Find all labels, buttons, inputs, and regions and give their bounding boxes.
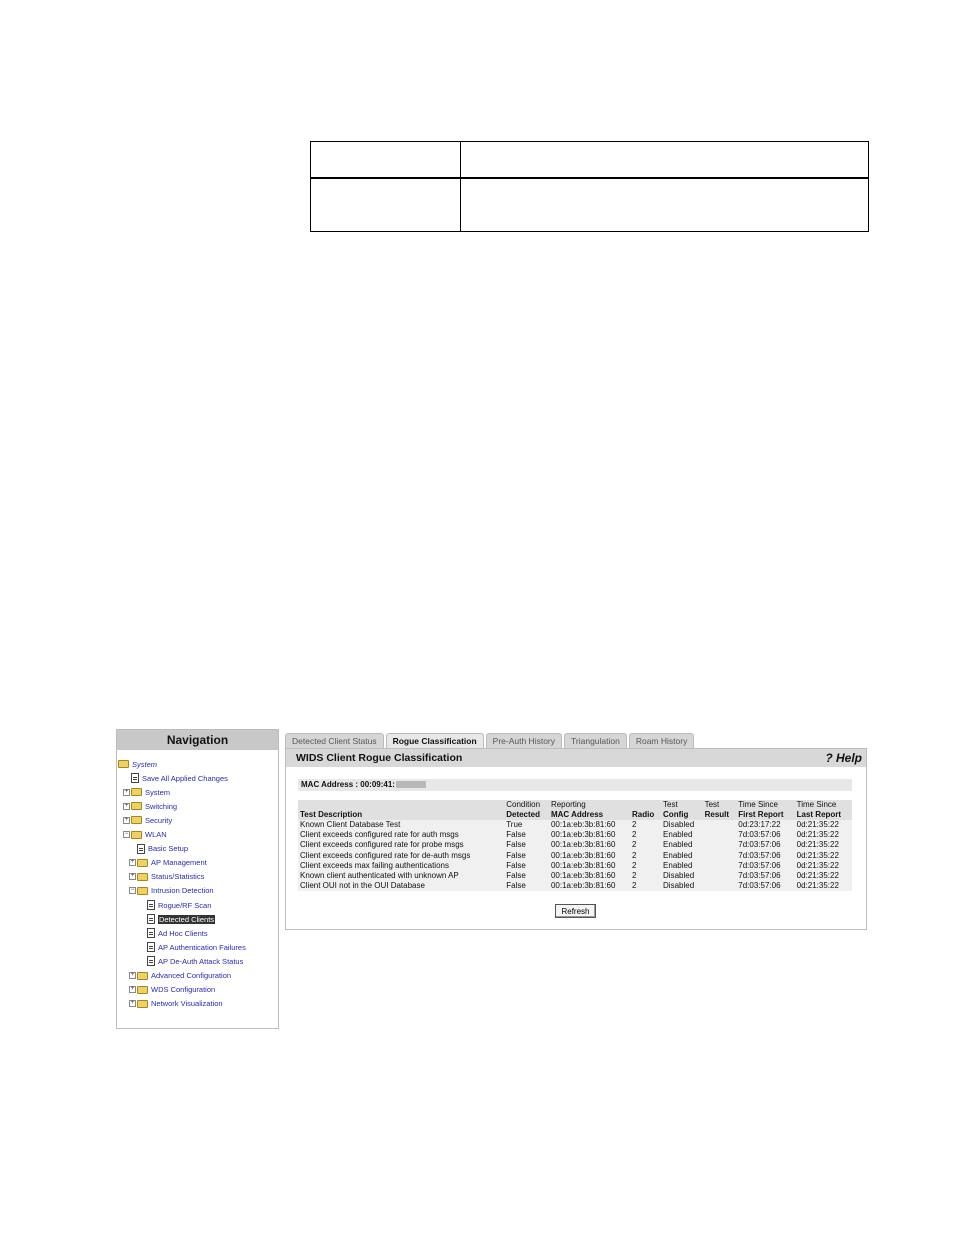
navigation-panel (116, 729, 279, 1029)
table-cell: 0d:21:35:22 (795, 840, 852, 850)
collapse-icon[interactable]: − (124, 831, 129, 837)
table-cell (703, 830, 737, 840)
table-row (311, 178, 869, 232)
refresh-button[interactable]: Refresh (555, 904, 596, 918)
table-cell: 0d:21:35:22 (795, 820, 852, 830)
column-header-bottom: Last Report (796, 810, 842, 819)
expand-icon[interactable]: + (124, 802, 129, 809)
tab-roam-history[interactable]: Roam History (629, 733, 694, 748)
folder-open-icon (131, 831, 142, 839)
tab-bar (285, 733, 696, 748)
table-header-row (298, 800, 852, 820)
table-cell: False (504, 851, 549, 861)
table-cell: Client exceeds max failing authentications (298, 861, 504, 871)
table-cell: 7d:03:57:06 (736, 851, 794, 861)
table-cell: Client exceeds configured rate for de-auth msgs (298, 851, 504, 861)
tab-pre-auth-history[interactable]: Pre-Auth History (486, 733, 562, 748)
table-cell: 0d:21:35:22 (795, 830, 852, 840)
column-header (504, 800, 549, 820)
table-cell: Enabled (661, 840, 703, 850)
nav-item-wds-configuration[interactable] (129, 983, 215, 997)
nav-item-label: Advanced Configuration (151, 971, 232, 980)
nav-item-detected-clients[interactable] (147, 912, 215, 926)
help-link[interactable]: ? Help (825, 751, 862, 765)
nav-item-label: AP Management (151, 858, 207, 868)
expand-icon[interactable]: + (130, 859, 135, 866)
table-row (298, 851, 852, 861)
page-icon (147, 900, 155, 910)
table-cell: 0d:23:17:22 (736, 820, 794, 830)
table-row (298, 861, 852, 871)
table-cell: 00:1a:eb:3b:81:60 (549, 861, 630, 871)
table-cell: False (504, 881, 549, 891)
column-header (549, 800, 630, 820)
table-cell: 00:1a:eb:3b:81:60 (549, 881, 630, 891)
classification-table (298, 800, 852, 891)
nav-item-label: Security (145, 815, 173, 825)
table-cell: False (504, 871, 549, 881)
nav-item-system[interactable] (118, 757, 157, 771)
table-cell: 00:1a:eb:3b:81:60 (549, 840, 630, 850)
table-cell (703, 881, 737, 891)
table-cell: 00:1a:eb:3b:81:60 (549, 830, 630, 840)
table-cell: 0d:21:35:22 (795, 871, 852, 881)
column-header-top (300, 800, 502, 810)
column-header (630, 800, 661, 820)
table-cell (703, 871, 737, 881)
panel-title-bar (286, 749, 866, 767)
column-header-top: Time Since (796, 800, 837, 809)
table-cell: 7d:03:57:06 (736, 830, 794, 840)
page-icon (137, 844, 145, 854)
folder-icon (137, 972, 148, 980)
nav-item-save-all-applied-changes[interactable] (131, 771, 228, 785)
table-cell: Known client authenticated with unknown AP (298, 871, 504, 881)
nav-item-label: AP Authentication Failures (158, 942, 246, 952)
folder-icon (131, 816, 142, 824)
table-cell: Client exceeds configured rate for probe msgs (298, 840, 504, 850)
table-row (298, 840, 852, 850)
table-cell: Disabled (661, 820, 703, 830)
panel-title: WIDS Client Rogue Classification (296, 752, 463, 764)
table-cell: 7d:03:57:06 (736, 840, 794, 850)
table-cell: 00:1a:eb:3b:81:60 (549, 851, 630, 861)
column-header-bottom: Radio (632, 810, 655, 819)
table-row (298, 830, 852, 840)
tab-rogue-classification[interactable]: Rogue Classification (386, 733, 484, 748)
table-cell: 7d:03:57:06 (736, 881, 794, 891)
table-cell: 7d:03:57:06 (736, 861, 794, 871)
nav-item-wlan[interactable] (123, 828, 167, 842)
column-header-bottom: Detected (506, 810, 541, 819)
table-cell: Client exceeds configured rate for auth msgs (298, 830, 504, 840)
table-cell: 2 (630, 851, 661, 861)
folder-icon (131, 788, 142, 796)
nav-item-ap-authentication-failures[interactable] (147, 940, 246, 954)
mac-address-value: 00:09:41: (360, 780, 395, 789)
column-header-top (632, 800, 659, 810)
nav-item-label: AP De-Auth Attack Status (158, 956, 244, 966)
table-cell: 2 (630, 840, 661, 850)
mac-address-bar (298, 779, 852, 791)
nav-item-rogue-rf-scan[interactable] (147, 898, 211, 912)
column-header-bottom: Result (704, 810, 730, 819)
table-cell: 00:1a:eb:3b:81:60 (549, 871, 630, 881)
folder-icon (137, 859, 148, 867)
empty-reference-table (310, 141, 869, 232)
page-icon (147, 914, 155, 924)
column-header-bottom: Config (663, 810, 689, 819)
column-header-bottom: First Report (738, 810, 784, 819)
table-cell: Enabled (661, 851, 703, 861)
column-header-bottom: Test Description (300, 810, 363, 819)
folder-icon (137, 1000, 148, 1008)
nav-item-ap-de-auth-attack-status[interactable] (147, 954, 243, 968)
column-header (661, 800, 703, 820)
table-row (298, 881, 852, 891)
column-header (298, 800, 504, 820)
nav-item-label: WDS Configuration (151, 985, 216, 995)
mac-address-label: MAC Address : (301, 780, 359, 789)
nav-item-label: System (145, 787, 171, 797)
table-cell (311, 142, 461, 178)
nav-item-label: System (132, 759, 158, 769)
table-cell: Disabled (661, 881, 703, 891)
nav-item-label: Switching (145, 801, 178, 811)
folder-icon (137, 986, 148, 994)
nav-item-security[interactable] (123, 813, 172, 827)
nav-item-label: WLAN (145, 830, 167, 839)
table-cell (703, 820, 737, 830)
expand-icon[interactable]: + (130, 1000, 135, 1007)
page-icon (147, 956, 155, 966)
rogue-classification-panel (285, 748, 867, 930)
column-header-top: Condition (506, 800, 541, 809)
expand-icon[interactable]: + (130, 986, 135, 993)
table-cell: 7d:03:57:06 (736, 871, 794, 881)
table-row (311, 142, 869, 178)
navigation-title: Navigation (117, 730, 278, 750)
nav-item-label: Network Visualization (151, 999, 223, 1009)
column-header-bottom: MAC Address (550, 810, 604, 819)
nav-item-label: Rogue/RF Scan (158, 900, 212, 910)
table-cell (703, 840, 737, 850)
expand-icon[interactable]: + (124, 788, 129, 795)
nav-item-intrusion-detection[interactable] (129, 884, 214, 898)
expand-icon[interactable]: + (130, 972, 135, 978)
nav-item-ad-hoc-clients[interactable] (147, 926, 208, 940)
table-cell: False (504, 830, 549, 840)
nav-item-status-statistics[interactable] (129, 870, 204, 884)
tab-triangulation[interactable]: Triangulation (564, 733, 627, 748)
table-cell: 0d:21:35:22 (795, 881, 852, 891)
folder-open-icon (118, 760, 129, 768)
column-header-top: Test (663, 800, 678, 809)
expand-icon[interactable]: + (130, 873, 135, 880)
nav-item-switching[interactable] (123, 799, 177, 813)
table-cell: 2 (630, 830, 661, 840)
nav-item-basic-setup[interactable] (137, 842, 188, 856)
page-icon (147, 928, 155, 938)
table-cell (311, 178, 461, 232)
nav-item-network-visualization[interactable] (129, 997, 223, 1011)
column-header-top: Reporting (550, 800, 586, 809)
nav-item-label: Status/Statistics (151, 872, 205, 882)
expand-icon[interactable]: + (124, 816, 129, 823)
folder-open-icon (137, 887, 148, 895)
table-cell: Enabled (661, 861, 703, 871)
table-cell: Client OUI not in the OUI Database (298, 881, 504, 891)
column-header (736, 800, 794, 820)
table-cell (703, 861, 737, 871)
table-row (298, 871, 852, 881)
redacted-mac-mask (396, 781, 426, 788)
table-cell: False (504, 861, 549, 871)
table-cell: 0d:21:35:22 (795, 851, 852, 861)
table-cell: 2 (630, 820, 661, 830)
column-header-top: Time Since (738, 800, 778, 809)
table-cell: 00:1a:eb:3b:81:60 (549, 820, 630, 830)
nav-item-system[interactable] (123, 785, 170, 799)
column-header (703, 800, 737, 820)
table-cell: False (504, 840, 549, 850)
table-cell: 2 (630, 881, 661, 891)
table-cell: Disabled (661, 871, 703, 881)
page-icon (147, 942, 155, 952)
nav-item-label: Intrusion Detection (151, 886, 214, 896)
table-cell: Known Client Database Test (298, 820, 504, 830)
column-header-top: Test (704, 800, 720, 809)
table-cell (461, 178, 869, 232)
nav-item-label: Ad Hoc Clients (158, 928, 208, 938)
collapse-icon[interactable]: − (130, 887, 135, 894)
nav-item-label: Save All Applied Changes (142, 773, 228, 783)
table-cell: True (504, 820, 549, 830)
folder-icon (131, 802, 142, 810)
nav-item-label: Basic Setup (148, 844, 189, 854)
page-icon (131, 773, 139, 783)
table-cell: 2 (630, 861, 661, 871)
table-row (298, 820, 852, 830)
nav-item-label: Detected Clients (159, 914, 215, 924)
table-cell (461, 142, 869, 178)
nav-item-advanced-configuration[interactable] (129, 969, 231, 983)
table-cell: Enabled (661, 830, 703, 840)
tab-detected-client-status[interactable]: Detected Client Status (285, 733, 384, 748)
table-cell: 0d:21:35:22 (795, 861, 852, 871)
table-cell: 2 (630, 871, 661, 881)
table-cell (703, 851, 737, 861)
folder-icon (137, 873, 148, 881)
column-header (795, 800, 852, 820)
nav-item-ap-management[interactable] (129, 856, 207, 870)
